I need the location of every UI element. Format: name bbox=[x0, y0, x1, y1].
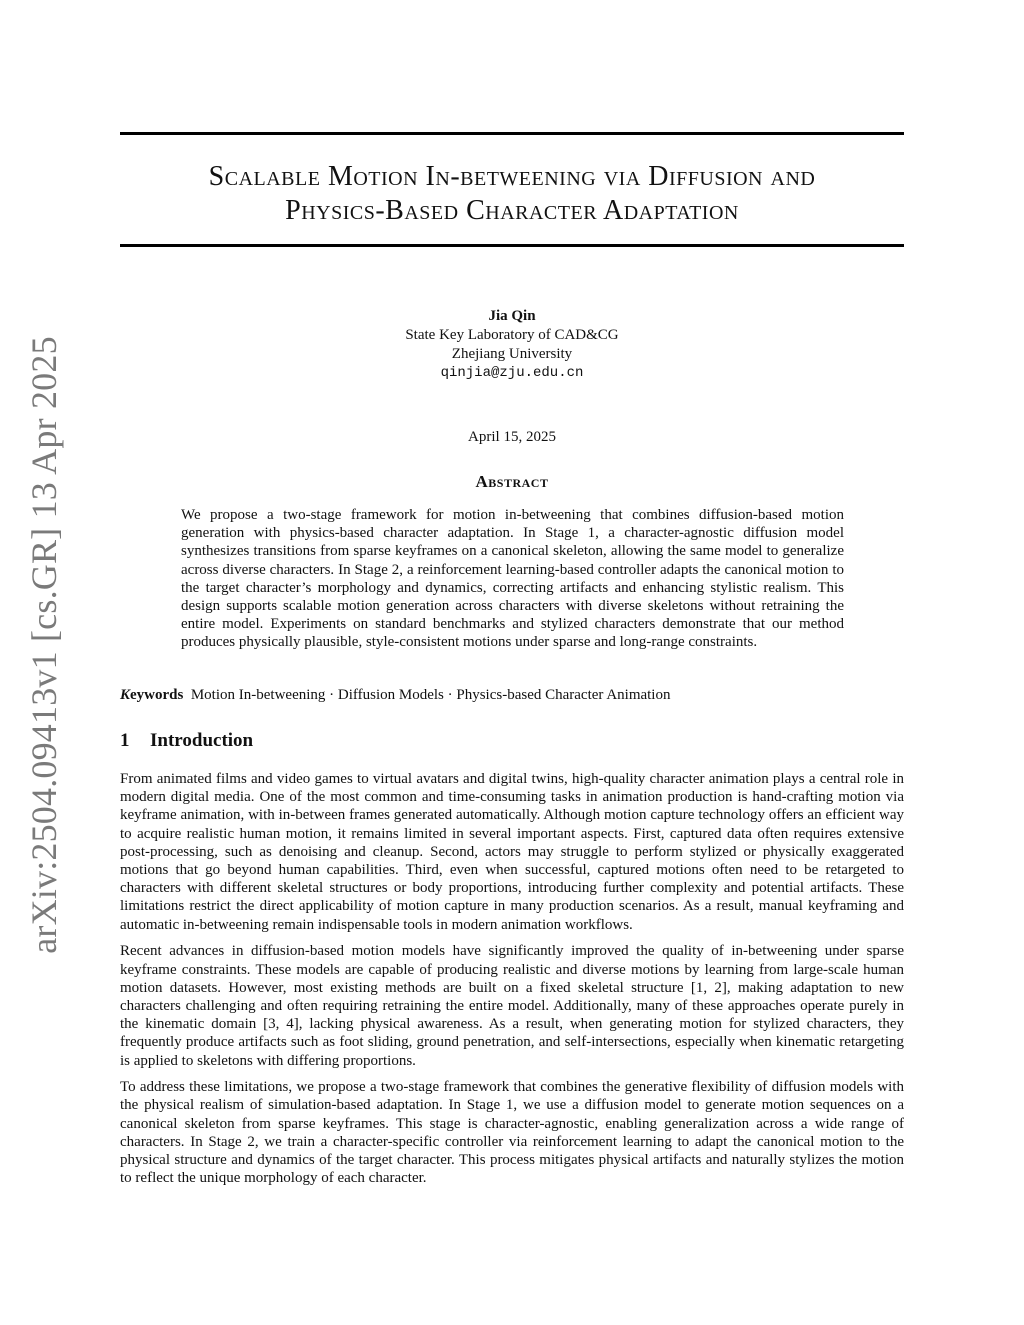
keywords-label-initial: K bbox=[120, 687, 131, 703]
body-paragraph-2: Recent advances in diffusion-based motion models have significantly improved the quality of in-betweening under sparse keyframe constraints. These models are capable of producing realistic and diverse motions by learning from large-scale human motion datasets. However, most existing methods are built on a fixed skeletal structure [1, 2], making adaptation to new characters challenging and often requiring retraining the entire model. Additionally, many of these approaches operate purely in the kinematic domain [3, 4], lacking physical awareness. As a result, when generating motion for stylized characters, they frequently produce artifacts such as foot sliding, ground penetration, and self-intersections, especially when kinematic retargeting is applied to skeletons with differing proportions. bbox=[120, 943, 904, 1069]
author-affiliation-lab: State Key Laboratory of CAD&CG bbox=[405, 327, 619, 343]
introduction-body bbox=[120, 770, 904, 1196]
title-bottom-rule bbox=[120, 244, 904, 247]
keywords-text: Motion In-betweening · Diffusion Models · Physics-based Character Animation bbox=[190, 687, 671, 703]
author-affiliation-university: Zhejiang University bbox=[451, 346, 573, 362]
keywords-label-rest: eywords bbox=[130, 687, 184, 703]
arxiv-identifier-stamp: arXiv:2504.09413v1 [cs.GR] 13 Apr 2025 bbox=[24, 336, 64, 954]
abstract-text: We propose a two-stage framework for motion in-betweening that combines diffusion-based motion generation with physics-based character adaptation. In Stage 1, a character-agnostic diffusion model synthesizes transitions from sparse keyframes on a canonical skeleton, allowing the same model to generalize across diverse characters. In Stage 2, a reinforcement learning-based controller adapts the canonical motion to the target character’s morphology and dynamics, correcting artifacts and enhancing stylistic realism. This design supports scalable motion generation across characters with diverse skeletons without retraining the entire model. Experiments on standard benchmarks and stylized characters demonstrate that our method produces physically plausible, style-consistent motions under sparse and long-range constraints. bbox=[181, 507, 844, 651]
section-title: Introduction bbox=[150, 730, 254, 751]
section-heading-introduction bbox=[120, 730, 253, 752]
body-paragraph-1: From animated films and video games to virtual avatars and digital twins, high-quality character animation plays a central role in modern digital media. One of the most common and time-consuming tasks in animation production is hand-crafting motion via keyframe animation, with in-between frames generated automatically. Although motion capture technology offers an efficient way to acquire realistic human motion, it remains limited in several important aspects. First, captured data often requires extensive post-processing, such as denoising and cleanup. Second, actors may struggle to perform stylized or physically exaggerated motions that go beyond human capabilities. Third, even when successful, captured motions often need to be retargeted to characters with different skeletal structures or body proportions, introducing further complexity and potential artifacts. These limitations restrict the direct applicability of motion capture in many production scenarios. As a result, manual keyframing and automatic in-betweening remain indispensable tools in modern animation workflows. bbox=[120, 771, 904, 933]
abstract-heading: Abstract bbox=[475, 472, 549, 491]
keywords-label bbox=[120, 687, 183, 703]
section-number: 1 bbox=[120, 730, 130, 751]
title-top-rule bbox=[120, 132, 904, 135]
paper-title-line-1: Scalable Motion In-betweening via Diffusion and bbox=[208, 161, 816, 192]
body-paragraph-3: To address these limitations, we propose a two-stage framework that combines the generative flexibility of diffusion models with the physical realism of simulation-based adaptation. In Stage 1, we use a diffusion model to generate motion sequences on a canonical skeleton from sparse keyframes. This stage is character-agnostic, enabling generalization across a wide range of characters. In Stage 2, we train a character-specific controller via reinforcement learning to adapt the canonical motion to the physical structure and dynamics of the target character. This process mitigates physical artifacts and naturally stylizes the motion to reflect the unique morphology of each character. bbox=[120, 1079, 904, 1187]
paper-title bbox=[120, 160, 904, 228]
author-email[interactable]: qinjia@zju.edu.cn bbox=[440, 365, 584, 381]
paper-title-line-2: Physics-Based Character Adaptation bbox=[285, 195, 739, 226]
paper-date: April 15, 2025 bbox=[468, 429, 556, 445]
author-block bbox=[120, 307, 904, 383]
author-name: Jia Qin bbox=[488, 308, 536, 324]
keywords-line bbox=[120, 686, 904, 704]
